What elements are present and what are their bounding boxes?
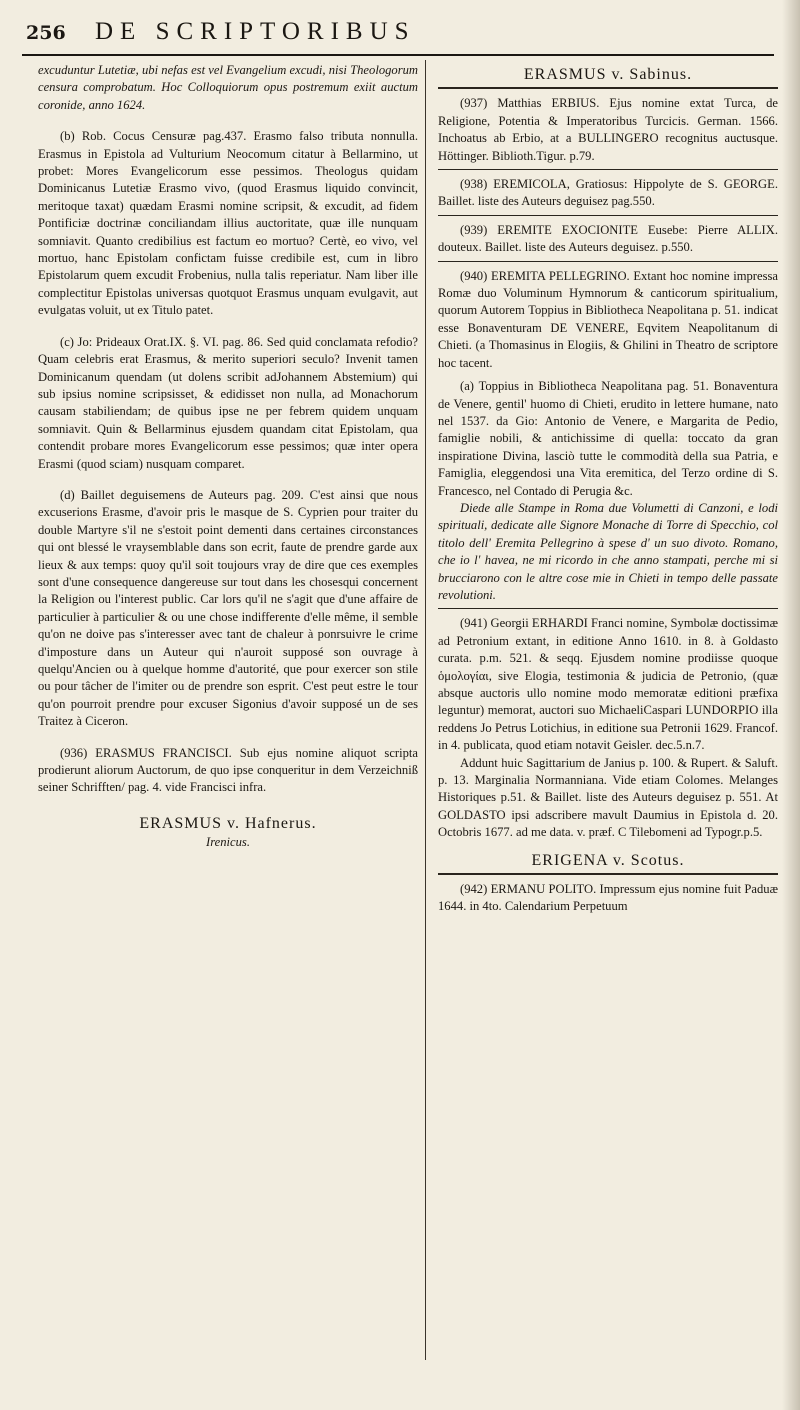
entry-939: (939) EREMITE EXOCIONITE Eusebe: Pierre ALLIX. douteux. Baillet. liste des Auteurs deguisez. p.550. <box>438 222 778 255</box>
right-column <box>438 62 778 916</box>
section-rule <box>438 87 778 89</box>
entry-936: (936) ERASMUS FRANCISCI. Sub ejus nomine aliquot scripta prodierunt aliorum Auctorum, de quo ipse conqueritur in dem Verzeichniß seiner Schrifften/ pag. 4. vide Francisci infra. <box>38 745 418 795</box>
footnote-940b: Diede alle Stampe in Roma due Volumetti di Canzoni, e lodi spirituali, dedicate alle Signore Monache di Torre di Specchio, col titolo dell' Eremita Pellegrino à spese d' un suo divoto. Romano, che io l' havea, ne mi ricordo in che anno stampati, perche mi si brucciarono con le altre cose mie in Chieti in tempo delle passate revolutioni. <box>438 500 778 602</box>
cross-ref-scotus: ERIGENA v. Scotus. <box>531 851 685 869</box>
section-rule <box>438 873 778 875</box>
page-number: 256 <box>26 22 66 44</box>
footnote-b: (b) Rob. Cocus Censuræ pag.437. Erasmo falso tributa nonnulla. Erasmus in Epistola ad Vulturium Neocomum citatur à Bellarmino, ut probet: Mores Evangelicorum esse pessimos. Theologus quidam Dominicanus Lutetiæ Erasmo vivo, (quod Erasmus liquido convincit, meritoque taxat) quædam Erasmi nomine scripsit, & excudit, ad fidem Pontificiæ doctrinæ conciliandam illius auctoritate, quæ ille nunquam somniavit. Quanto credibilius est factum eo mortuo? Certè, eo vivo, vel mortuo, hanc Epistolam confictam fuisse credibile est, cum in libro Epistolarum quem excudit Frobenius, nulla talis reperiatur. Nam liber ille complectitur Epistolas universas quotquot Erasmus unquam evulgavit, aut evulgatas voluit, ut ex Titulo patet. <box>38 129 418 318</box>
cross-ref-hafnerus: ERASMUS v. Hafnerus. <box>139 814 317 832</box>
cross-ref-sabinus: ERASMUS v. Sabinus. <box>523 66 693 83</box>
entry-940: (940) EREMITA PELLEGRINO. Extant hoc nomine impressa Romæ duo Voluminum Hymnorum & canticorum spiritualium, quorum Autorem Toppius in Bibliotheca Neapolitana p. 51. indicat esse Bonaventuram DE VENERE, Eqvitem Neapolitanum di Chieti. (a Thomasinus in Elogiis, & Ghilini in Theatro de scriptore hoc tacent. <box>438 268 778 370</box>
running-title: DE SCRIPTORIBUS <box>95 18 416 45</box>
section-rule <box>438 215 778 216</box>
page-edge-shadow <box>782 0 800 1410</box>
section-rule <box>438 261 778 262</box>
cross-ref-irenicus: Irenicus. <box>206 835 250 850</box>
footnote-d: (d) Baillet deguisemens de Auteurs pag. 209. C'est ainsi que nous excuserions Erasme, d'avoir pris le masque de S. Cyprien pour traiter du double Martyre s'il ne s'estoit point dementi dans certaines circonstances qui ont blessé le vraysemblable dans son ecrit, faute de prendre garde aux lieux & aux temps: quoy qu'il soit toujours vray de dire que ces exemples sont d'une consequence dangereuse sur tout dans les chosesqui concernent la Religion ou l'interest public. Car lors qu'il ne s'agit que d'une affaire de particulier à particulier & ou une chose indifferente d'elle même, il semble qu'on ne doive pas s'interesser avec tant de chaleur à ponrsuivre le crime d'imposture dans un Auteur qui n'auroit supposé son ouvrage à quelqu'Ancien ou à quelque homme d'autorité, que pour exercer son stile ou pour tâcher de l'imiter ou de prendre son esprit. C'est peut estre le tour qu'on pourroit prendre pour excuser Sigonius d'avoir supposé un de ses Traitez à Ciceron. <box>38 487 418 729</box>
entry-941: (941) Georgii ERHARDI Franci nomine, Symbolæ doctissimæ ad Petronium extant, in editione Anno 1610. in 8. à Goldasto curata. p.m. 521. & seqq. Ejusdem nomine prodiisse quoque ὁμολογίαι, sive Elogia, testimonia & judicia de Petronio, (quæ absque auctoris ullo nomine modo memoratæ editioni præfixa leguntur) memorat, auctori suo MichaeliCaspari LUNDORPIO illa reddens Jo Petrus Lotichius, in editione sua Petronii 1629. Francof. in 4. publicata, quod etiam notavit Geisler. dec.5.n.7. <box>438 616 778 753</box>
header-rule <box>22 54 774 56</box>
entry-942: (942) ERMANU POLITO. Impressum ejus nomine fuit Paduæ 1644. in 4to. Calendarium Perpetuum <box>438 882 778 914</box>
left-column <box>38 62 418 852</box>
entry-938: (938) EREMICOLA, Gratiosus: Hippolyte de S. GEORGE. Baillet. liste des Auteurs deguisez pag.550. <box>438 177 778 209</box>
footnote-c: (c) Jo: Prideaux Orat.IX. §. VI. pag. 86. Sed quid conclamata refodio? Quam celebris erat Erasmus, & merito superiori seculo? Invenit tamen Dominicanum quendam (ut dolens scribit adJohannem Abstemium) qui sub ipsius nomine scripsisset, & edidisset non nulla, ad Monachorum causam stabiliendam; de quibus ipse ne per febrem quidem unquam somniavit. Quin & Bellarminus ejusdem quandam citat Epistolam, qua contendit probare mores Evangelicorum esse pessimos; quæ inter opera Erasmi (quod sciam) nusquam comparet. <box>38 334 418 471</box>
section-rule <box>438 608 778 609</box>
entry-941-addendum: Addunt huic Sagittarium de Janius p. 100. & Rupert. & Saluft. p. 13. Marginalia Normanniana. Vide etiam Colomes. Melanges Historiques p.51. & Baillet. liste des Auteurs deguisez p. 551. At GOLDASTO ipsi adscribere mavult Daumius in Epistola d. 20. Octobris 1677. ad me data. v. præf. C Tilebomeni ad Typogr.p.5. <box>438 755 778 840</box>
footnote-940a: (a) Toppius in Bibliotheca Neapolitana pag. 51. Bonaventura de Venere, gentil' huomo di Chieti, erudito in lettere humane, nato nel 1537. da Gio: Antonio de Venere, e Margarita de Pedio, famiglie nobili, & antichissime di quella: toccato da gran inspiratione Divina, lasciò tutte le commodità della sua Patria, e Famiglia, eleggendosi una Vita eremitica, del Terzo ordine di S. Francesco, nel Contado di Perugia &c. <box>438 379 778 498</box>
entry-937: (937) Matthias ERBIUS. Ejus nomine extat Turca, de Religione, Potentia & Imperatoribus Turcicis. German. 1566. Inchoatus ab Erbio, at a BULLINGERO recognitus auctusque. Höttinger. Biblioth.Tigur. p.79. <box>438 96 778 163</box>
section-rule <box>438 169 778 170</box>
column-divider <box>425 60 426 1360</box>
colloquia-paragraph: excuduntur Lutetiæ, ubi nefas est vel Evangelium excudi, nisi Theologorum censura comprobatum. Hoc Colloquiorum opus postremum exiit auctum coronide, anno 1624. <box>38 63 418 112</box>
